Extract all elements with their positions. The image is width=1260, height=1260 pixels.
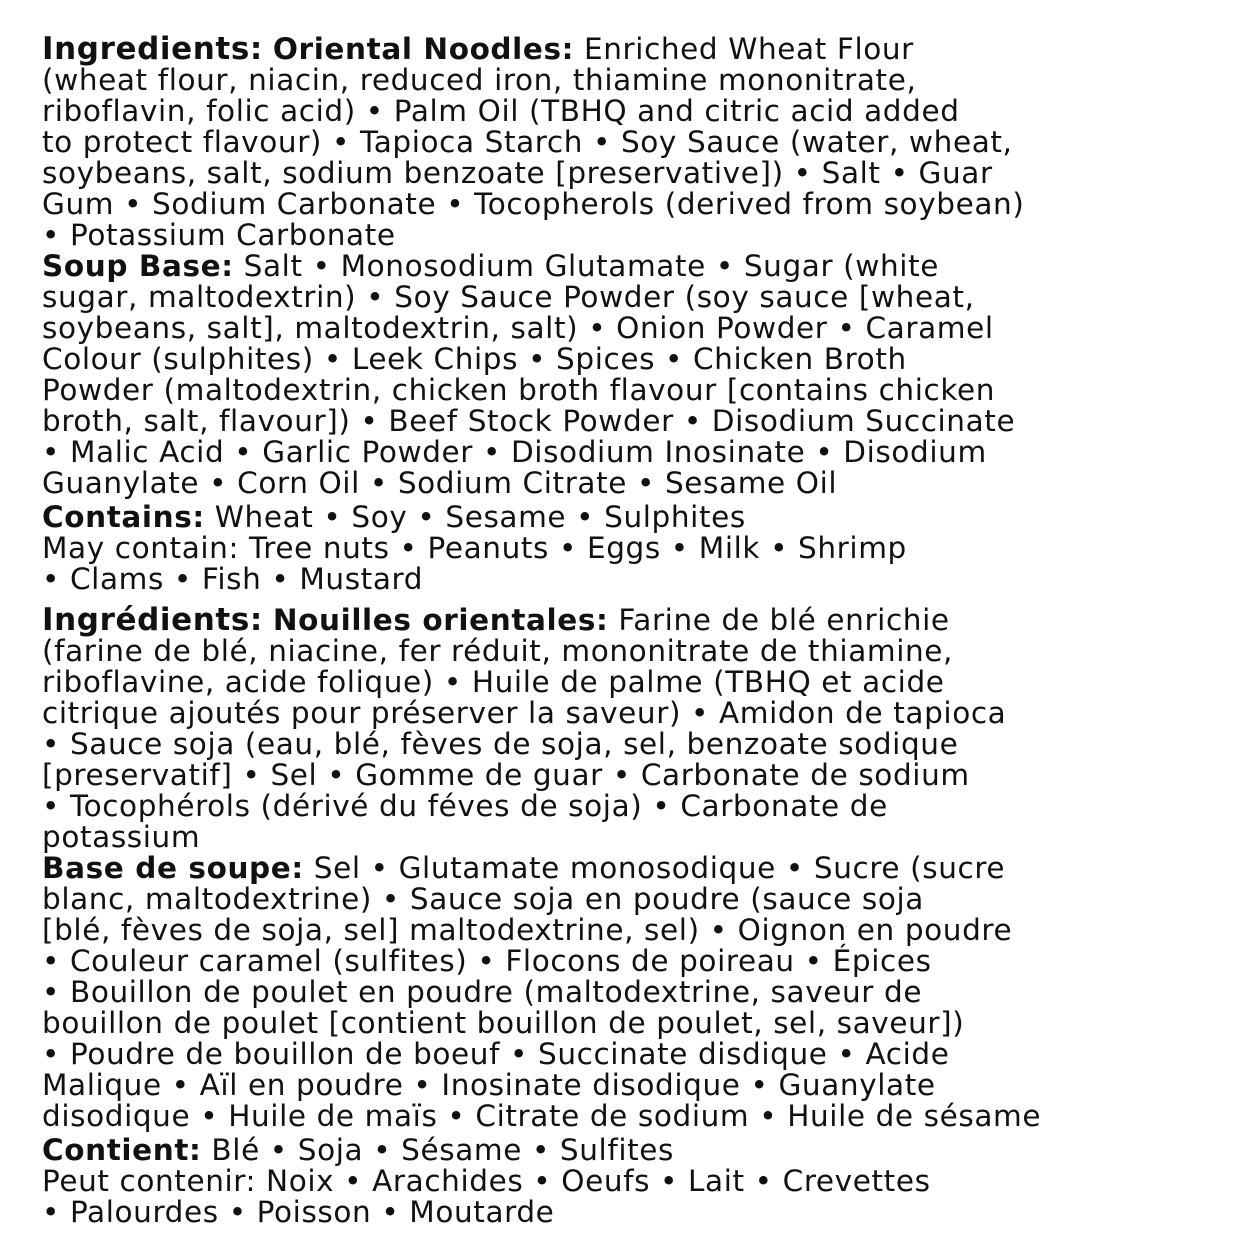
fr-soup-base-line-0: Sel • Glutamate monosodique • Sucre (sucre — [303, 851, 1006, 885]
ingredient-label — [42, 31, 1242, 1229]
en-ingredients-line-6: • Potassium Carbonate — [42, 218, 396, 252]
en-soup-base-line-5: broth, salt, flavour]) • Beef Stock Powder • Disodium Succinate — [42, 404, 1016, 438]
en-soup-base-paragraph — [42, 251, 1242, 499]
fr-soup-base-paragraph — [42, 853, 1242, 1132]
en-ingredients-line-4: soybeans, salt, sodium benzoate [preservative]) • Salt • Guar — [42, 156, 993, 190]
fr-soup-base-line-2: [blé, fèves de soja, sel] maltodextrine, sel) • Oignon en poudre — [42, 913, 1013, 947]
fr-soup-base-line-4: • Bouillon de poulet en poudre (maltodextrine, saveur de — [42, 975, 923, 1009]
fr-contains-heading: Contient: — [42, 1133, 202, 1167]
fr-ingredients-line-4: • Sauce soja (eau, blé, fèves de soja, sel, benzoate sodique — [42, 727, 959, 761]
fr-soup-base-line-7: Malique • Aïl en poudre • Inosinate disodique • Guanylate — [42, 1068, 936, 1102]
fr-soup-base-line-1: blanc, maltodextrine) • Sauce soja en poudre (sauce soja — [42, 882, 924, 916]
en-contains-first-line — [42, 502, 1242, 533]
en-ingredients-line-1: (wheat flour, niacin, reduced iron, thiamine mononitrate, — [42, 63, 917, 97]
en-ingredients-line-0: Enriched Wheat Flour — [574, 32, 914, 66]
fr-ingredients-heading: Ingrédients: — [42, 602, 263, 638]
en-soup-base-line-1: sugar, maltodextrin) • Soy Sauce Powder (soy sauce [wheat, — [42, 280, 975, 314]
en-ingredients-line-5: Gum • Sodium Carbonate • Tocopherols (derived from soybean) — [42, 187, 1025, 221]
fr-ingredients-line-2: riboflavine, acide folique) • Huile de palme (TBHQ et acide — [42, 665, 945, 699]
fr-soup-base-heading: Base de soupe: — [42, 851, 304, 885]
fr-soup-base-line-3: • Couleur caramel (sulfites) • Flocons de poireau • Épices — [42, 944, 932, 978]
fr-contains-line-0: Blé • Soja • Sésame • Sulfites — [201, 1133, 675, 1167]
en-soup-base-line-3: Colour (sulphites) • Leek Chips • Spices • Chicken Broth — [42, 342, 907, 376]
fr-ingredients-line-3: citrique ajoutés pour préserver la saveur) • Amidon de tapioca — [42, 696, 1007, 730]
en-ingredients-heading: Ingredients: — [42, 31, 263, 67]
fr-soup-base-line-6: • Poudre de bouillon de boeuf • Succinate disdique • Acide — [42, 1037, 950, 1071]
fr-ingredients-paragraph — [42, 602, 1242, 854]
fr-ingredients-line-1: (farine de blé, niacine, fer réduit, mononitrate de thiamine, — [42, 634, 954, 668]
fr-ingredients-first-line — [42, 602, 1242, 638]
en-ingredients-first-line — [42, 31, 1242, 67]
fr-contains-paragraph — [42, 1135, 1242, 1228]
en-contains-heading: Contains: — [42, 500, 205, 534]
fr-soup-base-line-8: disodique • Huile de maïs • Citrate de sodium • Huile de sésame — [42, 1099, 1042, 1133]
en-ingredients-line-2: riboflavin, folic acid) • Palm Oil (TBHQ and citric acid added — [42, 94, 960, 128]
en-ingredients-line-3: to protect flavour) • Tapioca Starch • Soy Sauce (water, wheat, — [42, 125, 1013, 159]
fr-ingredients-line-0: Farine de blé enrichie — [608, 603, 950, 637]
en-soup-base-line-2: soybeans, salt], maltodextrin, salt) • Onion Powder • Caramel — [42, 311, 994, 345]
fr-ingredients-line-5: [preservatif] • Sel • Gomme de guar • Carbonate de sodium — [42, 758, 970, 792]
fr-contains-line-2: • Palourdes • Poisson • Moutarde — [42, 1195, 555, 1229]
fr-soup-base-first-line — [42, 853, 1242, 884]
en-soup-base-line-0: Salt • Monosodium Glutamate • Sugar (white — [233, 249, 940, 283]
en-contains-paragraph — [42, 502, 1242, 595]
fr-ingredients-line-6: • Tocophérols (dérivé du féves de soja) • Carbonate de — [42, 789, 888, 823]
en-soup-base-line-6: • Malic Acid • Garlic Powder • Disodium Inosinate • Disodium — [42, 435, 987, 469]
fr-noodles-subheading: Nouilles orientales: — [272, 603, 609, 637]
en-contains-line-2: • Clams • Fish • Mustard — [42, 562, 424, 596]
fr-ingredients-line-7: potassium — [42, 820, 201, 854]
fr-soup-base-line-5: bouillon de poulet [contient bouillon de poulet, sel, saveur]) — [42, 1006, 965, 1040]
en-contains-line-0: Wheat • Soy • Sesame • Sulphites — [204, 500, 746, 534]
en-contains-line-1: May contain: Tree nuts • Peanuts • Eggs • Milk • Shrimp — [42, 531, 907, 565]
fr-contains-first-line — [42, 1135, 1242, 1166]
en-ingredients-paragraph — [42, 31, 1242, 252]
en-soup-base-line-7: Guanylate • Corn Oil • Sodium Citrate • Sesame Oil — [42, 466, 838, 500]
en-noodles-subheading: Oriental Noodles: — [272, 32, 575, 66]
en-soup-base-first-line — [42, 251, 1242, 282]
en-soup-base-heading: Soup Base: — [42, 249, 234, 283]
fr-contains-line-1: Peut contenir: Noix • Arachides • Oeufs • Lait • Crevettes — [42, 1164, 931, 1198]
en-soup-base-line-4: Powder (maltodextrin, chicken broth flavour [contains chicken — [42, 373, 996, 407]
